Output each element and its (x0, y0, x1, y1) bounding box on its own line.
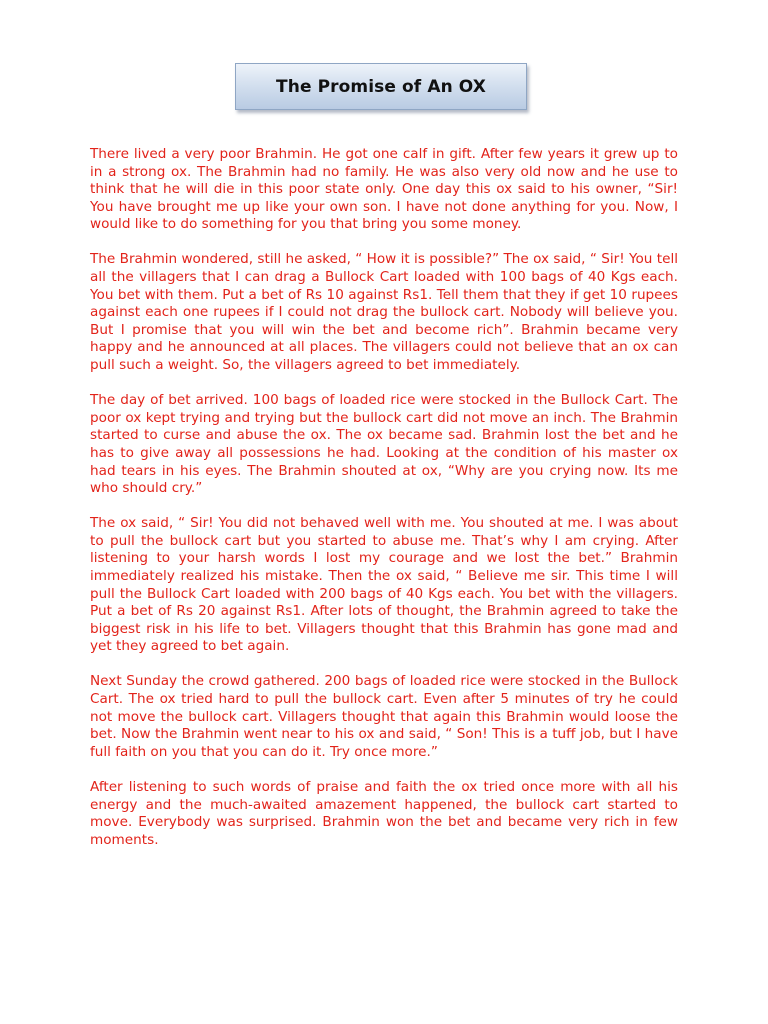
story-body (90, 146, 678, 867)
story-paragraph-4: The ox said, “ Sir! You did not behaved well with me. You shouted at me. I was about to pull the bullock cart but you started to abuse me. That’s why I am crying. After listening to your harsh words I lost my courage and we lost the bet.” Brahmin immediately realized his mistake. Then the ox said, “ Believe me sir. This time I will pull the Bullock Cart loaded with 200 bags of 40 Kgs each. You bet with the villagers. Put a bet of Rs 20 against Rs1. After lots of thought, the Brahmin agreed to take the biggest risk in his life to bet. Villagers thought that this Brahmin has gone mad and yet they agreed to bet again. (90, 515, 678, 655)
title-banner (235, 63, 527, 110)
story-title: The Promise of An OX (276, 76, 486, 97)
story-paragraph-3: The day of bet arrived. 100 bags of loaded rice were stocked in the Bullock Cart. The poor ox kept trying and trying but the bullock cart did not move an inch. The Brahmin started to curse and abuse the ox. The ox became sad. Brahmin lost the bet and he has to give away all possessions he had. Looking at the condition of his master ox had tears in his eyes. The Brahmin shouted at ox, “Why are you crying now. Its me who should cry.” (90, 392, 678, 497)
story-paragraph-6: After listening to such words of praise and faith the ox tried once more with all his energy and the much-awaited amazement happened, the bullock cart started to move. Everybody was surprised. Brahmin won the bet and became very rich in few moments. (90, 778, 678, 848)
story-paragraph-1: There lived a very poor Brahmin. He got one calf in gift. After few years it grew up to in a strong ox. The Brahmin had no family. He was also very old now and he use to think that he will die in this poor state only. One day this ox said to his owner, “Sir! You have brought me up like your own son. I have not done anything for you. Now, I would like to do something for you that bring you some money. (90, 146, 678, 233)
story-paragraph-2: The Brahmin wondered, still he asked, “ How it is possible?” The ox said, “ Sir! You tell all the villagers that I can drag a Bullock Cart loaded with 100 bags of 40 Kgs each. You bet with them. Put a bet of Rs 10 against Rs1. Tell them that they if get 10 rupees against each one rupees if I could not drag the bullock cart. Nobody will believe you. But I promise that you will win the bet and become rich”. Brahmin became very happy and he announced at all places. The villagers could not believe that an ox can pull such a weight. So, the villagers agreed to bet immediately. (90, 251, 678, 374)
story-paragraph-5: Next Sunday the crowd gathered. 200 bags of loaded rice were stocked in the Bullock Cart. The ox tried hard to pull the bullock cart. Even after 5 minutes of try he could not move the bullock cart. Villagers thought that again this Brahmin would loose the bet. Now the Brahmin went near to his ox and said, “ Son! This is a tuff job, but I have full faith on you that you can do it. Try once more.” (90, 673, 678, 760)
